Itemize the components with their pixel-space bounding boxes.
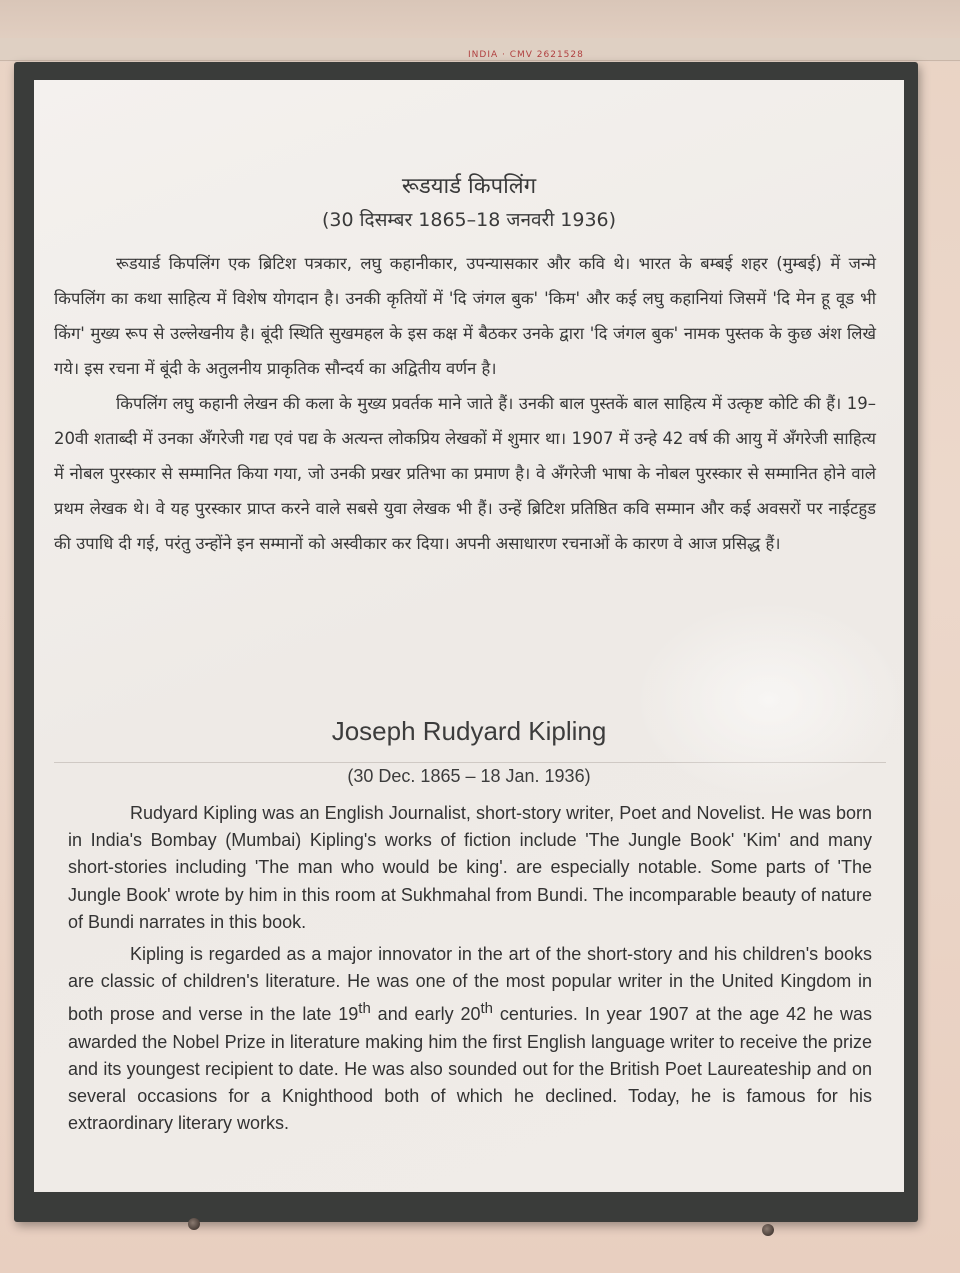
english-dates: (30 Dec. 1865 – 18 Jan. 1936) bbox=[347, 766, 591, 786]
english-paragraph-2 bbox=[68, 941, 872, 1137]
superscript-th-1: th bbox=[358, 1000, 371, 1018]
hindi-dates: (30 दिसम्बर 1865–18 जनवरी 1936) bbox=[321, 209, 617, 231]
english-paragraph-2-part-b: and early 20 bbox=[370, 1004, 481, 1025]
wall-stamp: INDIA · CMV 2621528 bbox=[468, 50, 584, 60]
plaque-board bbox=[34, 80, 904, 1192]
mount-screw-right bbox=[762, 1224, 774, 1236]
mount-screw-left bbox=[188, 1218, 200, 1230]
hindi-title: रूडयार्ड किपलिंग bbox=[401, 174, 537, 199]
english-paragraph-2-part-c: centuries. In year 1907 at the age 42 he was awarded the Nobel Prize in literature making him the first English language writer to receive the prize and its youngest recipient to date. He was also sounded out for the British Poet Laureateship and on several occasions for a Knighthood both of which he declined. Today, he is famous for his extraordinary literary works. bbox=[68, 1004, 872, 1134]
english-paragraph-2-part-a: Kipling is regarded as a major innovator in the art of the short-story and his children's books are classic of children's literature. He was one of the most popular writer in the United Kingdom in both prose and verse in the late 19 bbox=[68, 944, 872, 1025]
divider-line bbox=[54, 762, 886, 763]
english-title: Joseph Rudyard Kipling bbox=[331, 716, 607, 746]
superscript-th-2: th bbox=[480, 1000, 494, 1018]
hindi-paragraph-2: किपलिंग लघु कहानी लेखन की कला के मुख्य प्रवर्तक माने जाते हैं। उनकी बाल पुस्तकें बाल साहित्य में उत्कृष्ट कोटि की हैं। 19–20वी शताब्दी में उनका अँगरेजी गद्य एवं पद्य के अत्यन्त लोकप्रिय लेखकों में शुमार था। 1907 में उन्हे 42 वर्ष की आयु में अँगरेजी साहित्य में नोबल पुरस्कार से सम्मानित किया गया, जो उनकी प्रखर प्रतिभा का प्रमाण है। वे अँगरेजी भाषा के नोबल पुरस्कार से सम्मानित होने वाले प्रथम लेखक थे। वे यह पुरस्कार प्राप्त करने वाले सबसे युवा लेखक भी हैं। उन्हें ब्रिटिश प्रतिष्ठित कवि सम्मान और कई अवसरों पर नाईटहुड की उपाधि दी गई, परंतु उन्होंने इन सम्मानों को अस्वीकार कर दिया। अपनी असाधारण रचनाओं के कारण वे आज प्रसिद्ध हैं। bbox=[54, 394, 876, 553]
english-paragraph-1: Rudyard Kipling was an English Journalist, short-story writer, Poet and Novelist. He was born in India's Bombay (Mumbai) Kipling's works of fiction include 'The Jungle Book' 'Kim' and many short-stories including 'The man who would be king'. are especially notable. Some parts of 'The Jungle Book' wrote by him in this room at Sukhmahal from Bundi. The incomparable beauty of nature of Bundi narrates in this book. bbox=[68, 803, 872, 932]
hindi-body bbox=[54, 246, 876, 561]
english-body bbox=[68, 800, 872, 1137]
hindi-paragraph-1: रूडयार्ड किपलिंग एक ब्रिटिश पत्रकार, लघु कहानीकार, उपन्यासकार और कवि थे। भारत के बम्बई शहर (मुम्बई) में जन्मे किपलिंग का कथा साहित्य में विशेष योगदान है। उनकी कृतियों में 'दि जंगल बुक' 'किम' और कई लघु कहानियां जिसमें 'दि मेन हू वूड भी किंग' मुख्य रूप से उल्लेखनीय है। बूंदी स्थिति सुखमहल के इस कक्ष में बैठकर उनके द्वारा 'दि जंगल बुक' नामक पुस्तक के कुछ अंश लिखे गये। इस रचना में बूंदी के अतुलनीय प्राकृतिक सौन्दर्य का अद्वितीय वर्णन है। bbox=[54, 254, 876, 378]
